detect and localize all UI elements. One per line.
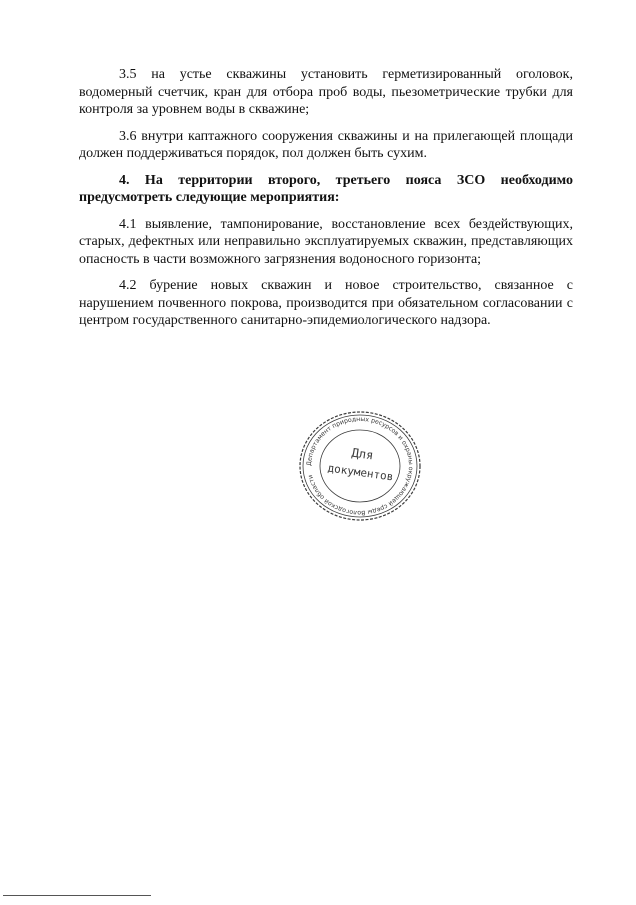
paragraph-4-heading: 4. На территории второго, третьего пояса ЗСО необходимо предусмотреть следующие мероприятия: [79,172,573,205]
stamp-seal-icon [298,410,422,522]
paragraph-4-1: 4.1 выявление, тампонирование, восстановление всех бездействующих, старых, дефектных или неправильно эксплуатируемых скважин, представляющих опасность в части возможного загрязнения водоносного горизонта; [79,216,573,267]
paragraph-3-6: 3.6 внутри каптажного сооружения скважины и на прилегающей площади должен поддерживаться порядок, пол должен быть сухим. [79,128,573,161]
official-stamp [298,410,422,522]
paragraph-4-2: 4.2 бурение новых скважин и новое строительство, связанное с нарушением почвенного покрова, производится при обязательном согласовании с центром государственного санитарно-эпидемиологического надзора. [79,278,573,328]
footer-divider [3,895,151,896]
svg-text:Для: Для [350,445,375,463]
paragraph-3-5: 3.5 на устье скважины установить герметизированный оголовок, водомерный счетчик, кран для отбора проб воды, пьезометрические трубки для контроля за уровнем воды в скважине; [79,67,573,117]
svg-text:Департамент природных ресурсов: Департамент природных ресурсов и охраны окружающей среды Вологодской области [305,415,415,517]
svg-text:документов: документов [326,461,395,484]
document-body [79,66,573,339]
